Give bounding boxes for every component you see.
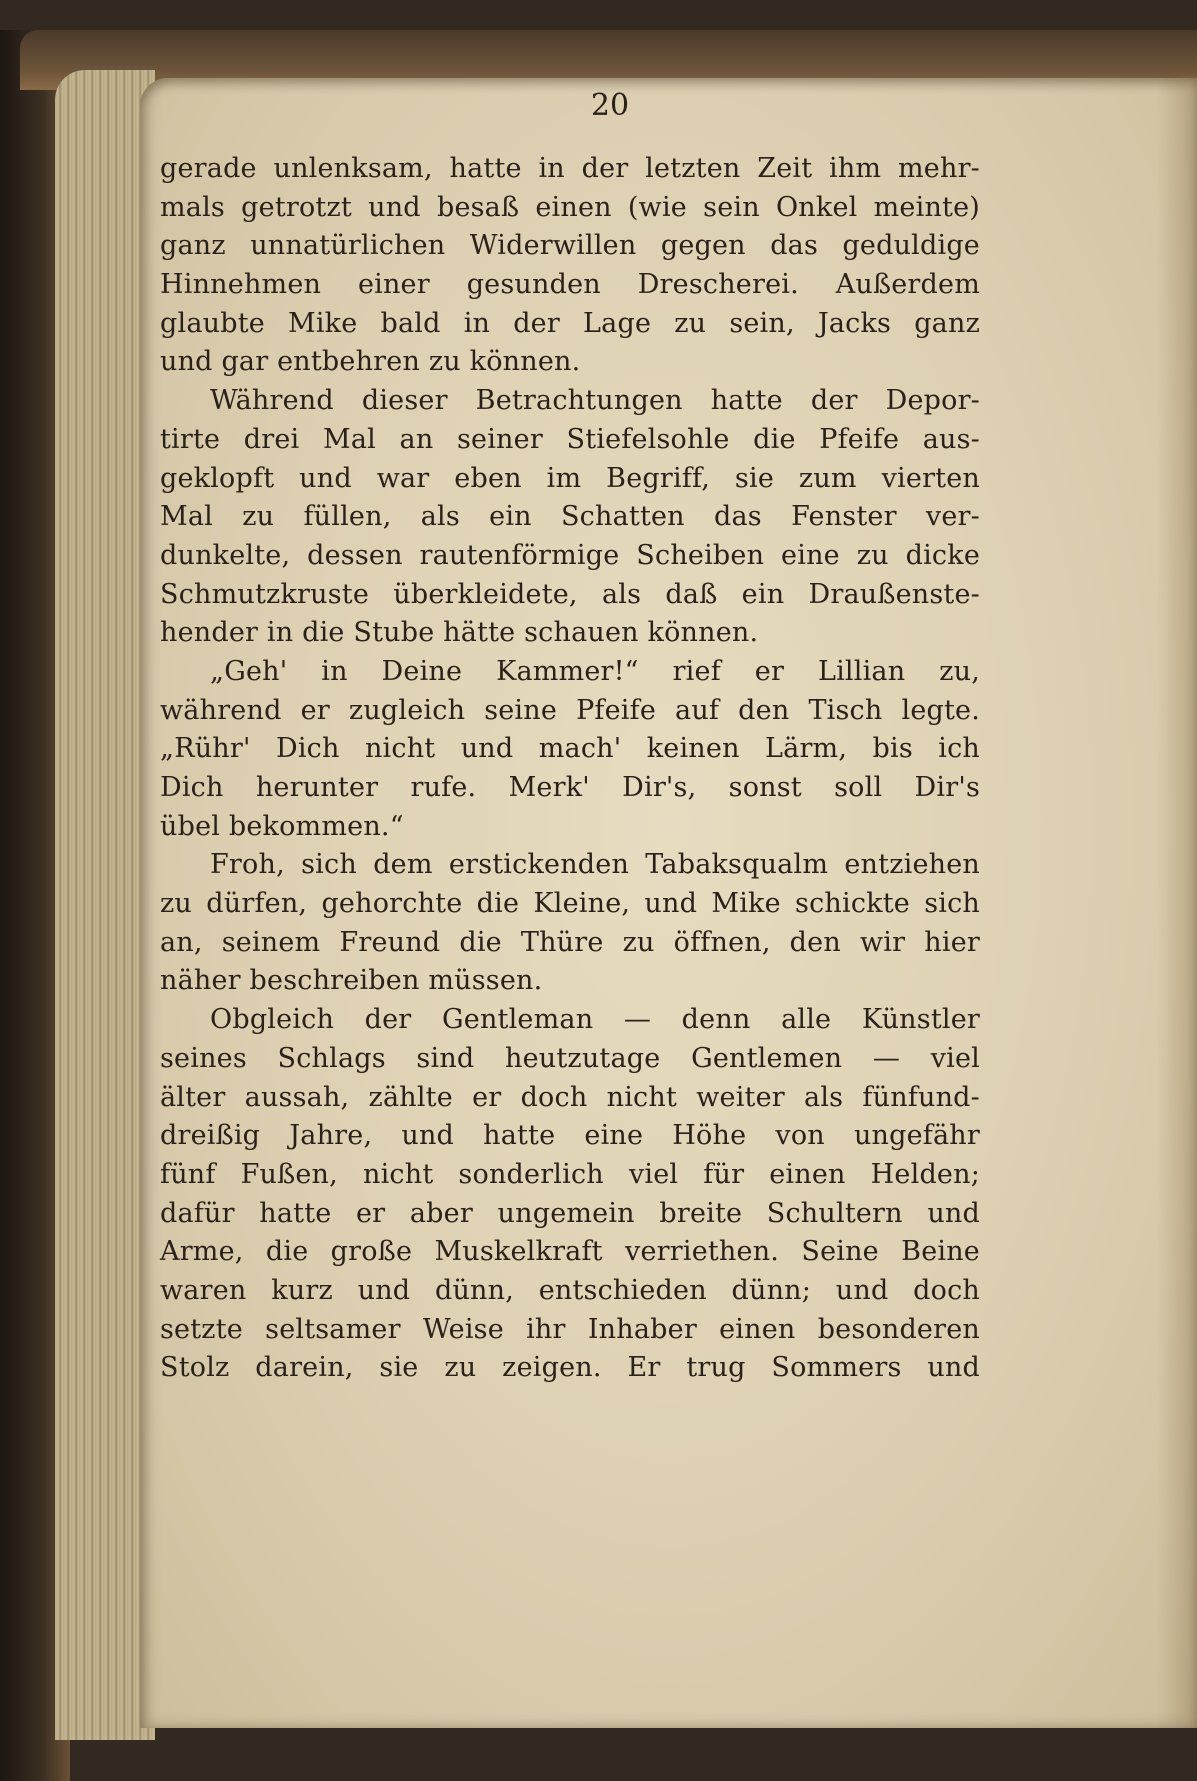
text-line: seines Schlags sind heutzutage Gentlemen — viel (160, 1042, 980, 1074)
text-line: Schmutzkruste überkleidete, als daß ein Draußenste- (160, 578, 980, 610)
text-line: Dich herunter rufe. Merk' Dir's, sonst soll Dir's (160, 772, 980, 803)
text-line: Stolz darein, sie zu zeigen. Er trug Sommers und (160, 1352, 980, 1384)
text-line: hender in die Stube hätte schauen können. (160, 617, 759, 649)
text-line: fünf Fußen, nicht sonderlich viel für einen Helden; (160, 1158, 980, 1190)
text-line: zu dürfen, gehorchte die Kleine, und Mike schickte sich (160, 888, 980, 920)
text-line: mals getrotzt und besaß einen (wie sein Onkel meinte) (160, 191, 980, 223)
text-line: ganz unnatürlichen Widerwillen gegen das geduldige (160, 230, 980, 262)
page-number: 20 (590, 88, 630, 123)
text-line: „Rühr' Dich nicht und mach' keinen Lärm, bis ich (160, 733, 980, 765)
text-line: Arme, die große Muskelkraft verriethen. Seine Beine (160, 1236, 980, 1268)
page-gutter-shadow (1157, 78, 1197, 1728)
text-line: setzte seltsamer Weise ihr Inhaber einen besonderen (160, 1313, 980, 1345)
text-line: und gar entbehren zu können. (160, 346, 581, 378)
text-line: waren kurz und dünn, entschieden dünn; und doch (160, 1274, 980, 1306)
text-line: übel bekommen.“ (160, 810, 404, 842)
text-line: Froh, sich dem erstickenden Tabaksqualm entziehen (210, 849, 980, 881)
text-line: dreißig Jahre, und hatte eine Höhe von ungefähr (160, 1120, 980, 1152)
text-line: dafür hatte er aber ungemein breite Schultern und (160, 1197, 980, 1229)
text-line: Hinnehmen einer gesunden Drescherei. Außerdem (160, 269, 980, 301)
text-line: an, seinem Freund die Thüre zu öffnen, den wir hier (160, 926, 980, 958)
text-line: näher beschreiben müssen. (160, 965, 543, 997)
text-line: glaubte Mike bald in der Lage zu sein, Jacks ganz (160, 307, 980, 339)
text-line: geklopft und war eben im Begriff, sie zum vierten (160, 462, 980, 494)
text-line: älter aussah, zählte er doch nicht weiter als fünfund- (160, 1081, 980, 1113)
text-line: dunkelte, dessen rautenförmige Scheiben eine zu dicke (160, 539, 980, 571)
text-line: gerade unlenksam, hatte in der letzten Zeit ihm mehr- (160, 153, 980, 184)
text-line: während er zugleich seine Pfeife auf den Tisch legte. (160, 694, 980, 726)
text-line: „Geh' in Deine Kammer!“ rief er Lillian zu, (210, 655, 980, 687)
text-line: Obgleich der Gentleman — denn alle Künstler (210, 1004, 980, 1036)
body-text (160, 150, 980, 1388)
text-line: tirte drei Mal an seiner Stiefelsohle die Pfeife aus- (160, 423, 980, 455)
text-line: Während dieser Betrachtungen hatte der Depor- (210, 385, 980, 417)
text-line: Mal zu füllen, als ein Schatten das Fenster ver- (160, 501, 980, 533)
